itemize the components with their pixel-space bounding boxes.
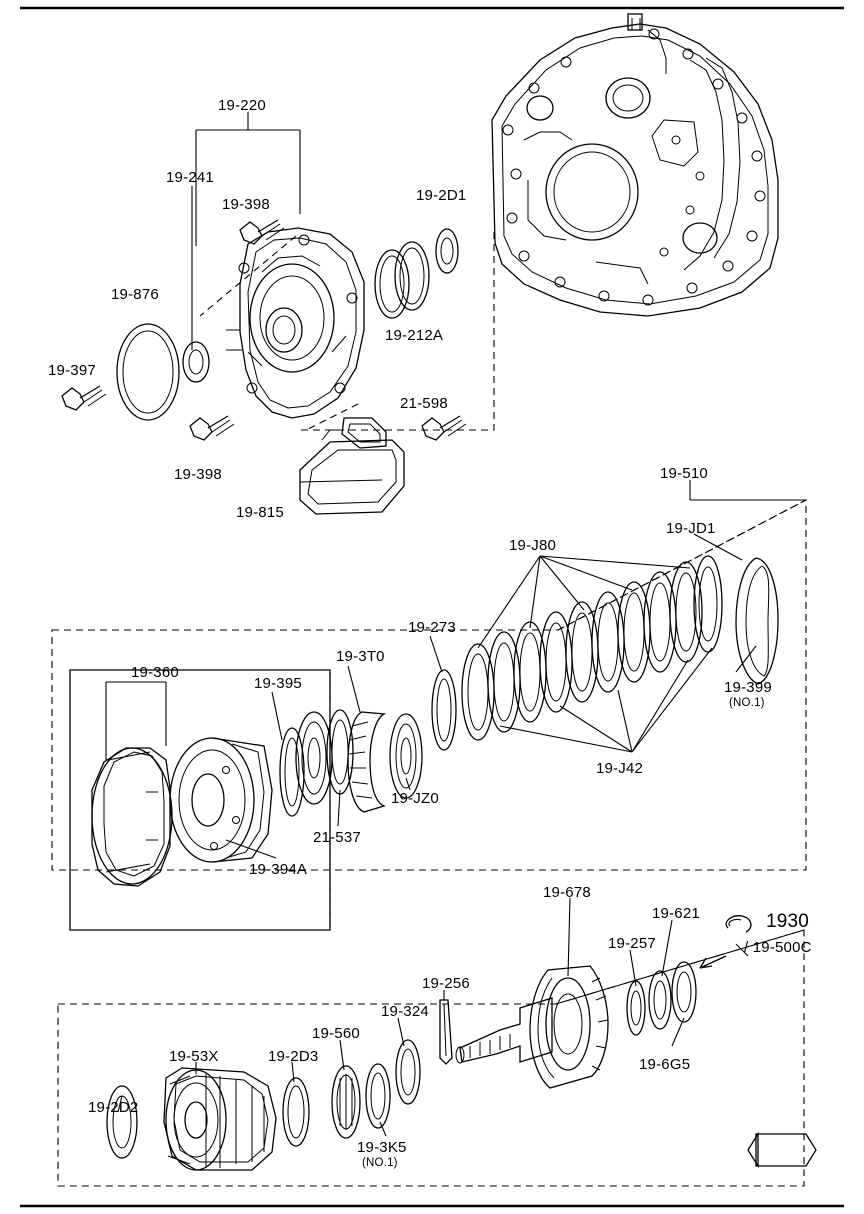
clutch-pack-group	[52, 480, 806, 930]
clutch-hub	[170, 738, 272, 862]
part-label: 19-324	[381, 1003, 429, 1020]
part-label: 19-560	[312, 1025, 360, 1042]
part-label: 19-JZ0	[391, 790, 439, 807]
part-label: 19-J42	[596, 760, 644, 777]
part-label: 19-JD1	[666, 520, 716, 537]
part-label: 19-3K5	[357, 1139, 407, 1156]
part-label: 19-212A	[385, 327, 444, 344]
part-label: 19-394A	[249, 861, 308, 878]
part-label: 19-510	[660, 465, 708, 482]
part-label: 19-2D3	[268, 1048, 319, 1065]
callout-1930: 1930	[766, 911, 810, 932]
output-gear	[530, 966, 608, 1088]
transaxle-case-illustration	[492, 14, 778, 316]
part-label: 19-398	[174, 466, 222, 483]
output-gear-group	[58, 898, 804, 1186]
part-label: 19-2D2	[88, 1099, 139, 1116]
part-label: 19-3T0	[336, 648, 385, 665]
clutch-drum	[92, 748, 172, 886]
part-label: 19-256	[422, 975, 470, 992]
oil-strainer	[300, 418, 404, 514]
part-label: 19-398	[222, 196, 270, 213]
part-label: 19-397	[48, 362, 96, 379]
part-label: 21-537	[313, 829, 361, 846]
part-label: 21-598	[400, 395, 448, 412]
part-label: 19-621	[652, 905, 700, 922]
part-label: 19-395	[254, 675, 302, 692]
part-label: 19-6G5	[639, 1056, 691, 1073]
oil-pump-assembly-illustration	[62, 112, 494, 514]
bolt-21-598	[422, 416, 466, 440]
part-label-note: (NO.1)	[362, 1157, 398, 1169]
part-label: 19-360	[131, 664, 179, 681]
part-label: 19-2D1	[416, 187, 467, 204]
bolt-19-397	[62, 386, 106, 410]
part-label-note: (NO.1)	[729, 697, 765, 709]
part-label: 19-273	[408, 619, 456, 636]
callout-1930-ref: / 19-500C	[744, 939, 812, 956]
part-label: 19-220	[218, 97, 266, 114]
clutch-plate-stack	[462, 556, 722, 740]
bolt-upper	[240, 220, 284, 244]
bolt-lower	[190, 416, 234, 440]
part-label: 19-53X	[169, 1048, 219, 1065]
part-label: 19-815	[236, 504, 284, 521]
part-label: 19-J80	[509, 537, 557, 554]
output-drum	[164, 1068, 276, 1170]
part-label: 19-241	[166, 169, 214, 186]
part-label: 19-257	[608, 935, 656, 952]
part-label: 19-399	[724, 679, 772, 696]
part-label: 19-876	[111, 286, 159, 303]
part-label: 19-678	[543, 884, 591, 901]
fwd-label: FWD	[764, 1139, 797, 1155]
